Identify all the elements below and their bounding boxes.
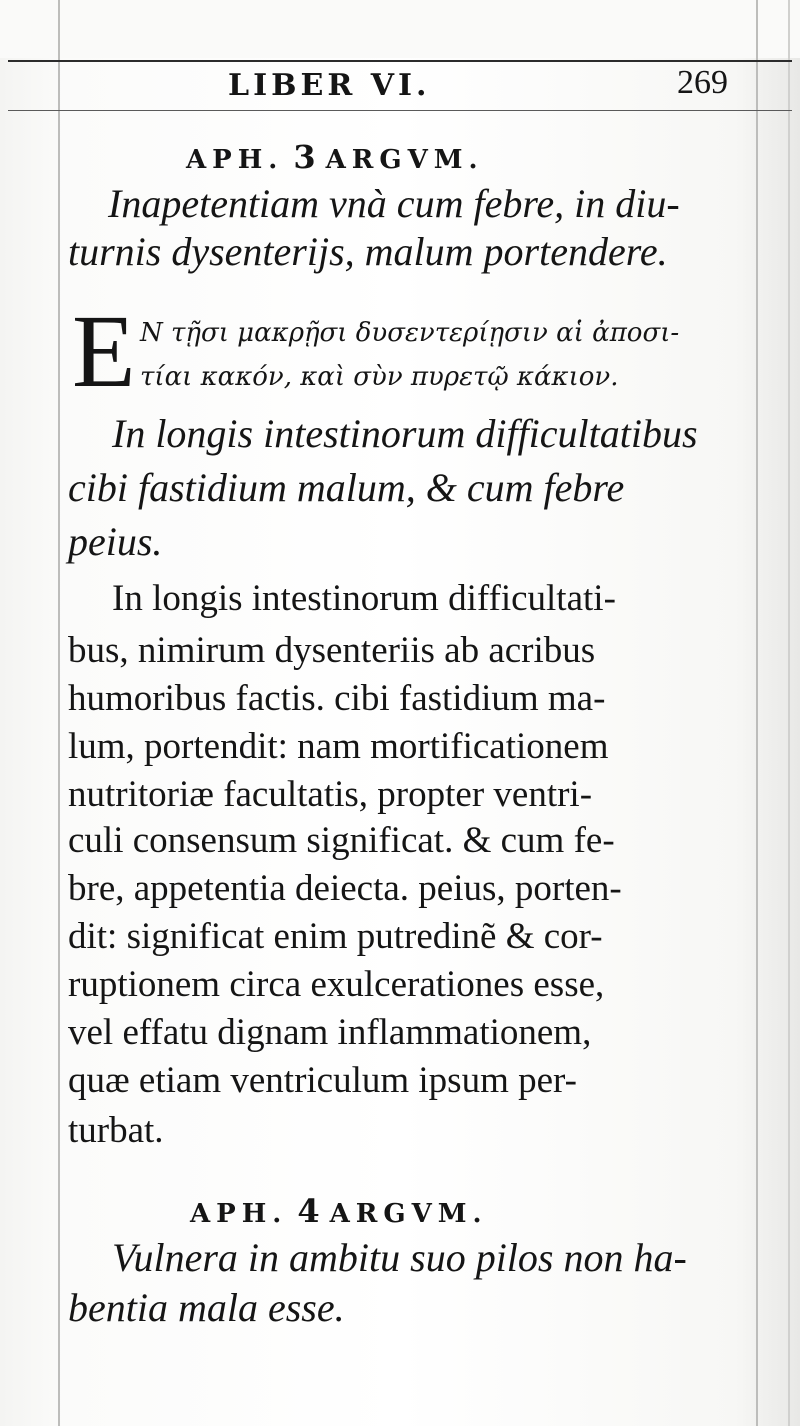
commentary-line: turbat. (68, 1110, 164, 1151)
aph-number: 3 (293, 138, 316, 176)
argument-line: Vulnera in ambitu suo pilos non ha- (112, 1235, 687, 1280)
page-number: 269 (677, 64, 728, 101)
commentary-line: humoribus factis. cibi fastidium ma- (68, 678, 606, 719)
argum-label: ARGVM. (325, 145, 484, 175)
greek-drop-capital: E (72, 294, 136, 409)
header-rule (8, 60, 792, 62)
latin-line: cibi fastidium malum, & cum febre (68, 465, 625, 510)
latin-line: peius. (68, 519, 163, 564)
greek-line: τίαι κακόν, καὶ σὺν πυρετῷ κάκιον. (140, 362, 619, 392)
aph-label: APH. (190, 1199, 288, 1229)
commentary-line: ruptionem circa exulcerationes esse, (68, 964, 605, 1005)
commentary-line: vel effatu dignam inflammationem, (68, 1012, 592, 1053)
top-margin (0, 0, 800, 58)
left-fold-line (58, 0, 60, 1426)
running-head (228, 64, 728, 106)
aphorism-4-heading (190, 1192, 488, 1230)
latin-line: In longis intestinorum difficultatibus (112, 411, 698, 456)
commentary-line: lum, portendit: nam mortificationem (68, 726, 609, 767)
commentary-line: dit: significat enim putredinẽ & cor- (68, 916, 603, 957)
argument-line: bentia mala esse. (68, 1285, 345, 1330)
argum-label: ARGVM. (329, 1199, 488, 1229)
commentary-line: culi consensum significat. & cum fe- (68, 820, 615, 861)
running-head-rule (8, 110, 792, 111)
commentary-line: bus, nimirum dysenteriis ab acribus (68, 630, 596, 671)
argument-line: turnis dysenterijs, malum portendere. (68, 229, 668, 274)
right-fold-line (756, 0, 758, 1426)
argument-line: Inapetentiam vnà cum febre, in diu- (108, 181, 680, 226)
commentary-line: nutritoriæ facultatis, propter ventri- (68, 774, 593, 815)
greek-line: N τῇσι μακρῇσι δυσεντερίῃσιν αἱ ἀποσι- (140, 318, 680, 348)
commentary-line: quæ etiam ventriculum ipsum per- (68, 1060, 577, 1101)
commentary-line: bre, appetentia deiecta. peius, porten- (68, 868, 622, 909)
aph-label: APH. (186, 145, 284, 175)
aphorism-3-heading (186, 138, 484, 176)
aph-number: 4 (297, 1192, 320, 1230)
running-title: LIBER VI. (228, 68, 431, 103)
commentary-line: In longis intestinorum difficultati- (112, 578, 616, 619)
outer-edge-line (788, 0, 790, 1426)
